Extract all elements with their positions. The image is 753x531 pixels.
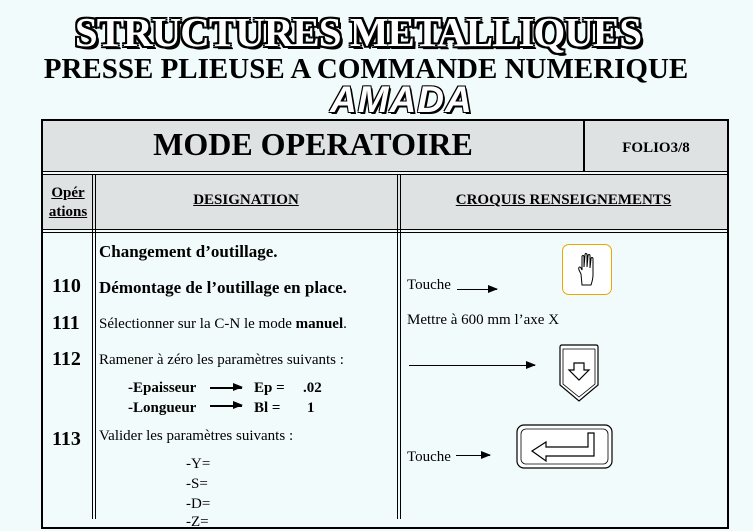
document-subtitle: PRESSE PLIEUSE A COMMANDE NUMERIQUE [43, 53, 689, 85]
section-title: Changement d’outillage. [99, 242, 278, 261]
header-rule-2 [43, 174, 727, 175]
arrow [409, 365, 535, 366]
param-name: Ep = [254, 380, 285, 396]
col-header-operations: Opér ations [48, 185, 88, 220]
enter-key-icon [516, 424, 613, 469]
operation-text: Démontage de l’outillage en place. [99, 278, 347, 297]
arrow [210, 387, 242, 389]
sheet-title: MODE OPERATOIRE [153, 126, 473, 162]
param-item: -Z= [186, 514, 209, 530]
param-item: -S= [186, 476, 208, 492]
arrow [456, 455, 490, 456]
col-divider-2a [397, 175, 398, 519]
down-arrow-key-icon [557, 343, 601, 403]
croquis-text: Touche [407, 449, 451, 465]
param-item: -Y= [186, 456, 211, 472]
col-header-croquis: CROQUIS RENSEIGNEMENTS [455, 192, 672, 208]
col-divider-1a [92, 175, 93, 519]
colhdr-rule-1 [43, 229, 727, 230]
operation-number: 111 [52, 312, 80, 334]
operation-number: 110 [52, 275, 81, 297]
operation-number: 113 [52, 428, 81, 450]
operation-text: Valider les paramètres suivants : [99, 428, 294, 444]
colhdr-rule-2 [43, 232, 727, 233]
document-title: STRUCTURES METALLIQUES [74, 9, 642, 55]
param-label: -Longueur [128, 400, 197, 416]
croquis-text: Mettre à 600 mm l’axe X [407, 312, 560, 328]
param-value: .02 [303, 380, 322, 396]
col-header-designation: DESIGNATION [193, 192, 299, 208]
operation-number: 112 [52, 348, 81, 370]
brand-logo: AMADA [330, 79, 473, 120]
arrow [457, 289, 497, 290]
col-divider-2b [400, 175, 401, 519]
header-rule-1 [43, 171, 727, 172]
param-item: -D= [186, 496, 211, 512]
folio-label: FOLIO3/8 [622, 140, 690, 156]
param-label: -Epaisseur [128, 380, 197, 396]
param-name: Bl = [254, 400, 281, 416]
col-divider-1b [95, 175, 96, 519]
arrow [210, 405, 242, 407]
croquis-text: Touche [407, 277, 451, 293]
hand-icon [562, 244, 612, 295]
param-value: 1 [307, 400, 315, 416]
operation-text: Ramener à zéro les paramètres suivants : [99, 352, 344, 368]
operation-text: Sélectionner sur la C-N le mode manuel. [99, 316, 347, 332]
